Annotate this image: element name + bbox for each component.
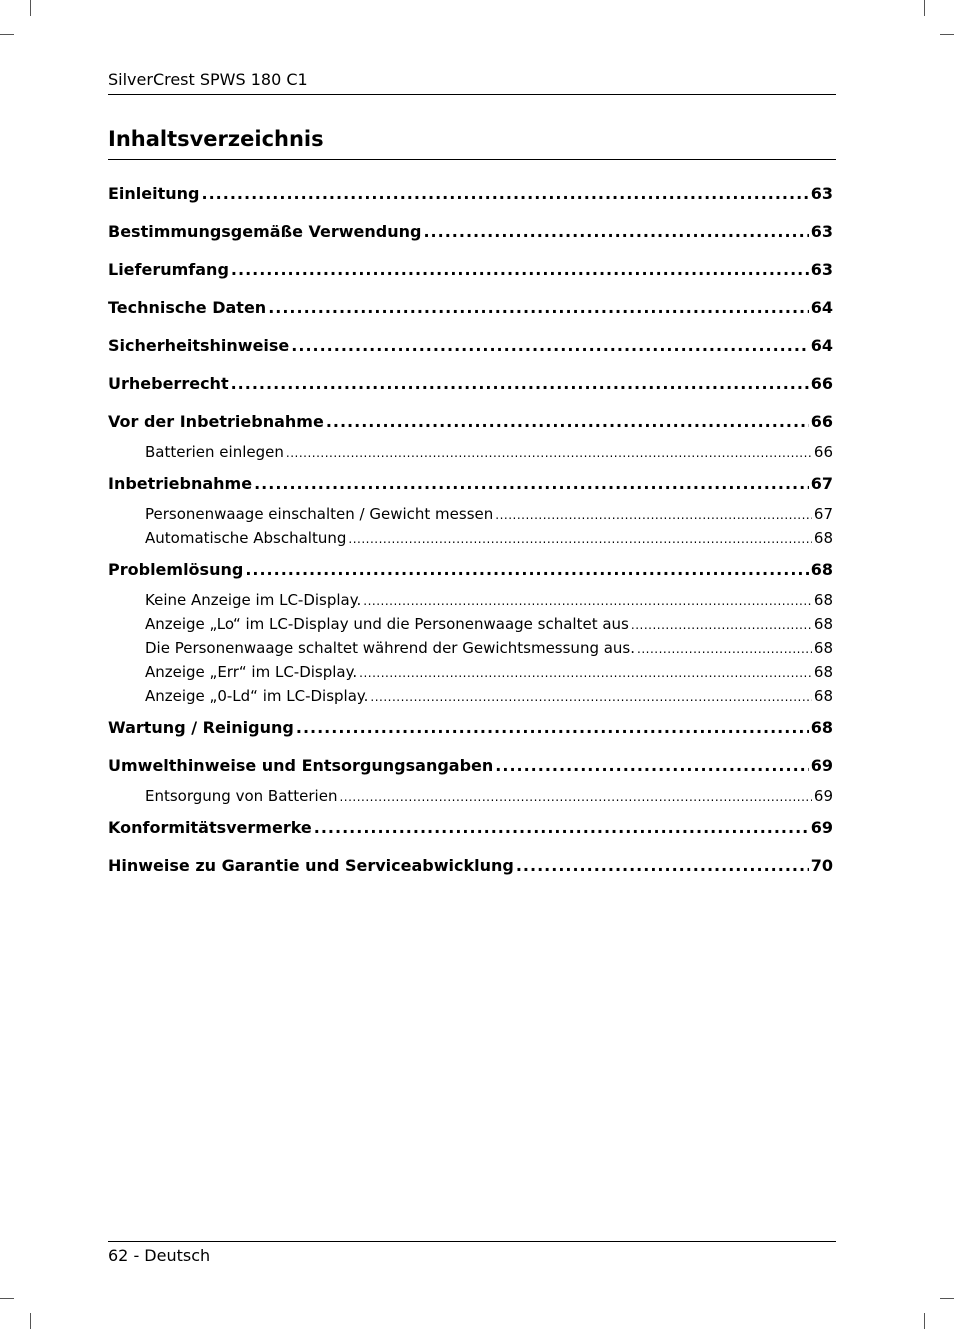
crop-mark xyxy=(0,34,14,35)
toc-page-number: 68 xyxy=(813,591,833,609)
toc-page-number: 69 xyxy=(813,787,833,805)
crop-mark xyxy=(0,1298,14,1299)
toc-entry[interactable] xyxy=(108,814,833,852)
toc-entry[interactable] xyxy=(108,180,833,218)
footer-rule xyxy=(108,1241,836,1242)
table-of-contents xyxy=(108,180,833,890)
toc-label: Batterien einlegen xyxy=(145,443,284,461)
toc-entry[interactable] xyxy=(108,852,833,890)
toc-page-number: 68 xyxy=(813,639,833,657)
toc-entry[interactable] xyxy=(108,714,833,752)
toc-entry[interactable] xyxy=(108,752,833,784)
crop-mark xyxy=(940,1298,954,1299)
crop-mark xyxy=(30,1313,31,1329)
toc-page-number: 64 xyxy=(810,336,833,355)
crop-mark xyxy=(924,1313,925,1329)
toc-page-number: 66 xyxy=(810,374,833,393)
page-footer: 62 - Deutsch xyxy=(108,1246,211,1265)
toc-subentry[interactable] xyxy=(108,440,833,470)
toc-page-number: 67 xyxy=(810,474,833,493)
toc-entry[interactable] xyxy=(108,470,833,502)
toc-page-number: 63 xyxy=(810,184,833,203)
toc-page-number: 63 xyxy=(810,222,833,241)
toc-page-number: 68 xyxy=(810,718,833,737)
dot-leader xyxy=(363,588,812,613)
dot-leader xyxy=(254,470,809,498)
toc-subentry[interactable] xyxy=(108,660,833,684)
dot-leader xyxy=(637,636,812,661)
dot-leader xyxy=(268,294,809,322)
toc-subentry[interactable] xyxy=(108,588,833,612)
toc-page-number: 68 xyxy=(810,560,833,579)
dot-leader xyxy=(326,408,809,436)
dot-leader xyxy=(516,852,809,880)
title-rule xyxy=(108,159,836,160)
dot-leader xyxy=(495,752,808,780)
toc-page-number: 66 xyxy=(810,412,833,431)
dot-leader xyxy=(339,784,811,809)
toc-label: Anzeige „0-Ld“ im LC-Display. xyxy=(145,687,369,705)
toc-label: Automatische Abschaltung xyxy=(145,529,347,547)
toc-page-number: 70 xyxy=(810,856,833,875)
toc-page-number: 66 xyxy=(813,443,833,461)
dot-leader xyxy=(202,180,809,208)
toc-label: Anzeige „Lo“ im LC-Display und die Personenwaage schaltet aus xyxy=(145,615,629,633)
dot-leader xyxy=(370,684,811,709)
toc-label: Inbetriebnahme xyxy=(108,474,253,493)
toc-entry[interactable] xyxy=(108,294,833,332)
toc-label: Die Personenwaage schaltet während der Gewichtsmessung aus. xyxy=(145,639,636,657)
running-header: SilverCrest SPWS 180 C1 xyxy=(108,70,308,89)
toc-subentry[interactable] xyxy=(108,526,833,556)
crop-mark xyxy=(30,0,31,16)
toc-page-number: 64 xyxy=(810,298,833,317)
page-title: Inhaltsverzeichnis xyxy=(108,127,324,151)
toc-page-number: 68 xyxy=(813,687,833,705)
dot-leader xyxy=(495,502,812,527)
toc-subentry[interactable] xyxy=(108,502,833,526)
toc-page-number: 68 xyxy=(813,663,833,681)
toc-label: Technische Daten xyxy=(108,298,267,317)
toc-label: Hinweise zu Garantie und Serviceabwicklung xyxy=(108,856,514,875)
dot-leader xyxy=(348,526,812,551)
toc-label: Urheberrecht xyxy=(108,374,229,393)
toc-entry[interactable] xyxy=(108,218,833,256)
toc-label: Wartung / Reinigung xyxy=(108,718,294,737)
dot-leader xyxy=(291,332,808,360)
toc-label: Lieferumfang xyxy=(108,260,229,279)
toc-page-number: 69 xyxy=(810,756,833,775)
dot-leader xyxy=(314,814,809,842)
toc-subentry[interactable] xyxy=(108,784,833,814)
toc-label: Anzeige „Err“ im LC-Display. xyxy=(145,663,358,681)
toc-page-number: 69 xyxy=(810,818,833,837)
toc-entry[interactable] xyxy=(108,370,833,408)
crop-mark xyxy=(940,34,954,35)
toc-subentry[interactable] xyxy=(108,684,833,714)
toc-subentry[interactable] xyxy=(108,636,833,660)
dot-leader xyxy=(231,370,809,398)
toc-page-number: 63 xyxy=(810,260,833,279)
dot-leader xyxy=(631,612,812,637)
toc-label: Einleitung xyxy=(108,184,200,203)
toc-label: Sicherheitshinweise xyxy=(108,336,290,355)
toc-label: Personenwaage einschalten / Gewicht messen xyxy=(145,505,494,523)
dot-leader xyxy=(359,660,812,685)
dot-leader xyxy=(286,440,812,465)
toc-label: Keine Anzeige im LC-Display. xyxy=(145,591,362,609)
header-rule xyxy=(108,94,836,95)
toc-entry[interactable] xyxy=(108,256,833,294)
toc-entry[interactable] xyxy=(108,332,833,370)
crop-mark xyxy=(924,0,925,16)
toc-label: Vor der Inbetriebnahme xyxy=(108,412,324,431)
toc-page-number: 68 xyxy=(813,529,833,547)
toc-entry[interactable] xyxy=(108,556,833,588)
toc-subentry[interactable] xyxy=(108,612,833,636)
dot-leader xyxy=(245,556,808,584)
toc-label: Konformitätsvermerke xyxy=(108,818,312,837)
toc-page-number: 67 xyxy=(813,505,833,523)
toc-label: Entsorgung von Batterien xyxy=(145,787,338,805)
toc-label: Umwelthinweise und Entsorgungsangaben xyxy=(108,756,494,775)
dot-leader xyxy=(423,218,808,246)
toc-page-number: 68 xyxy=(813,615,833,633)
dot-leader xyxy=(296,714,809,742)
toc-label: Bestimmungsgemäße Verwendung xyxy=(108,222,422,241)
dot-leader xyxy=(231,256,809,284)
toc-label: Problemlösung xyxy=(108,560,244,579)
toc-entry[interactable] xyxy=(108,408,833,440)
